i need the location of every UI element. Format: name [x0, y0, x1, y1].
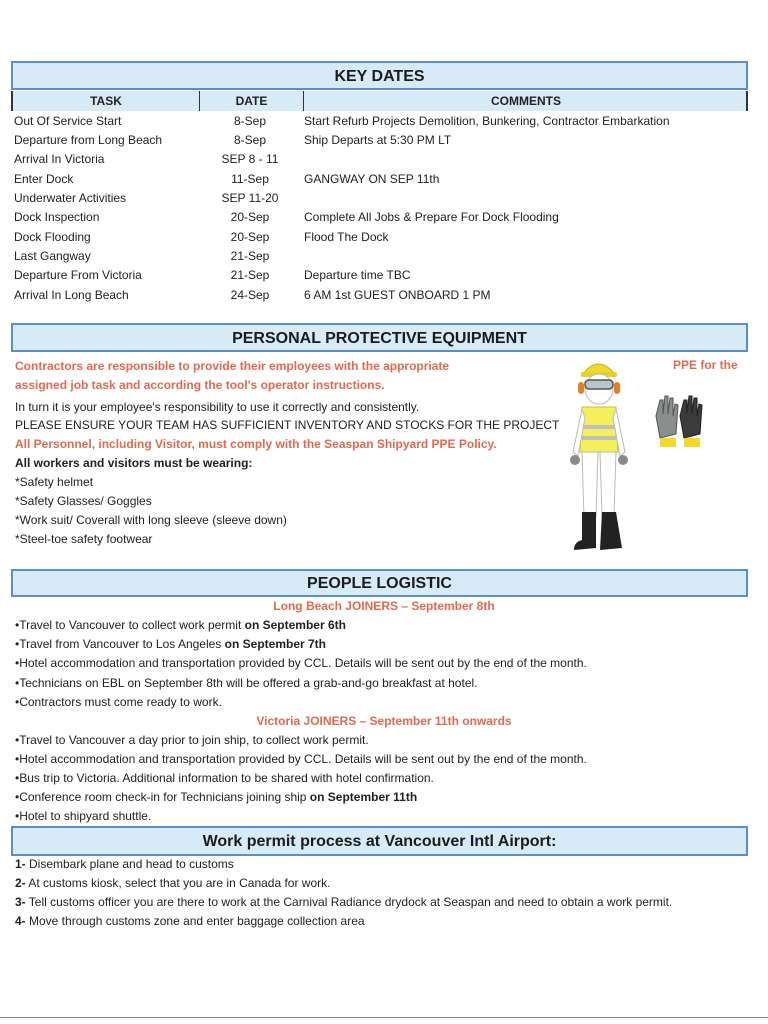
ppe-worker-illustration — [560, 352, 650, 557]
people-logistic-banner — [11, 569, 748, 597]
list-item — [15, 618, 346, 632]
item-text: •Travel to Vancouver a day prior to join ship, to collect work permit. — [15, 733, 369, 747]
long-beach-heading: Long Beach JOINERS – September 8th — [273, 599, 495, 613]
permit-step — [15, 914, 365, 928]
item-emphasis: on September 7th — [224, 637, 326, 651]
victoria-heading: Victoria JOINERS – September 11th onwards — [256, 714, 512, 728]
date-cell: SEP 11-20 — [221, 191, 279, 205]
comment-cell: GANGWAY ON SEP 11th — [304, 172, 440, 186]
date-cell: 11-Sep — [231, 172, 269, 186]
step-text: At customs kiosk, select that you are in Canada for work. — [25, 876, 331, 890]
date-cell: 21-Sep — [230, 249, 270, 263]
task-cell: Underwater Activities — [14, 191, 127, 205]
list-item — [15, 752, 587, 766]
comment-cell: Ship Departs at 5:30 PM LT — [304, 133, 452, 147]
item-emphasis: on September 6th — [244, 618, 346, 632]
task-cell: Enter Dock — [14, 172, 74, 186]
date-cell: 21-Sep — [230, 268, 270, 282]
item-text: •Travel to Vancouver to collect work permit — [15, 618, 245, 632]
item-text: •Hotel accommodation and transportation provided by CCL. Details will be sent out by the end of the month. — [15, 752, 587, 766]
column-header-task: TASK — [90, 94, 122, 108]
list-item — [15, 733, 369, 747]
permit-step — [15, 895, 672, 909]
permit-step — [15, 857, 234, 871]
key-dates-title: KEY DATES — [334, 68, 425, 85]
column-header-comments: COMMENTS — [491, 94, 561, 108]
date-cell: SEP 8 - 11 — [221, 152, 279, 166]
ppe-title: PERSONAL PROTECTIVE EQUIPMENT — [232, 330, 527, 347]
table-row — [0, 112, 768, 131]
item-text: •Conference room check-in for Technicians joining ship — [15, 790, 310, 804]
list-item — [15, 790, 417, 804]
key-dates-table-header — [11, 91, 748, 111]
item-emphasis: on September 11th — [309, 790, 418, 804]
date-cell: 20-Sep — [230, 230, 270, 244]
date-cell: 20-Sep — [230, 210, 270, 224]
task-cell: Last Gangway — [14, 249, 91, 263]
table-row — [0, 189, 768, 208]
step-text: Tell customs officer you are there to work at the Carnival Radiance drydock at Seaspan and need to obtain a work permit. — [25, 895, 673, 909]
task-cell: Arrival In Long Beach — [14, 288, 129, 302]
permit-step — [15, 876, 330, 890]
table-row — [0, 131, 768, 150]
ppe-line: Contractors are responsible to provide their employees with the appropriate — [15, 359, 450, 373]
task-cell: Dock Flooding — [14, 230, 91, 244]
list-item — [15, 809, 151, 823]
comment-cell: Complete All Jobs & Prepare For Dock Flooding — [304, 210, 559, 224]
ppe-list-item: *Work suit/ Coverall with long sleeve (sleeve down) — [15, 513, 287, 527]
ppe-list-item: *Safety Glasses/ Goggles — [15, 494, 152, 508]
ppe-banner — [11, 323, 748, 352]
ppe-line: All Personnel, including Visitor, must comply with the Seaspan Shipyard PPE Policy. — [15, 437, 497, 451]
ppe-list-item: *Safety helmet — [15, 475, 94, 489]
table-row — [0, 266, 768, 285]
table-row — [0, 208, 768, 227]
step-number: 3- — [15, 895, 26, 909]
ppe-list-item: *Steel-toe safety footwear — [15, 532, 153, 546]
item-text: •Technicians on EBL on September 8th will be offered a grab-and-go breakfast at hotel. — [15, 676, 478, 690]
date-cell: 8-Sep — [233, 133, 267, 147]
item-text: •Travel from Vancouver to Los Angeles — [15, 637, 225, 651]
task-cell: Out Of Service Start — [14, 114, 122, 128]
ppe-line: assigned job task and according the tool's operator instructions. — [15, 378, 385, 392]
step-text: Disembark plane and head to customs — [25, 857, 234, 871]
date-cell: 8-Sep — [233, 114, 267, 128]
step-number: 1- — [15, 857, 26, 871]
ppe-line: PLEASE ENSURE YOUR TEAM HAS SUFFICIENT INVENTORY AND STOCKS FOR THE PROJECT — [15, 418, 560, 432]
step-number: 4- — [15, 914, 26, 928]
list-item — [15, 771, 434, 785]
task-cell: Arrival In Victoria — [14, 152, 105, 166]
item-text: •Bus trip to Victoria. Additional information to be shared with hotel confirmation. — [15, 771, 434, 785]
bottom-divider — [0, 1017, 768, 1018]
comment-cell: Flood The Dock — [304, 230, 389, 244]
list-item — [15, 637, 326, 651]
column-header-date: DATE — [235, 94, 268, 108]
item-text: •Hotel accommodation and transportation provided by CCL. Details will be sent out by the end of the month. — [15, 656, 587, 670]
list-item — [15, 695, 222, 709]
key-dates-banner — [11, 61, 748, 90]
table-row — [0, 247, 768, 266]
item-text: •Hotel to shipyard shuttle. — [15, 809, 152, 823]
table-row — [0, 286, 768, 305]
task-cell: Dock Inspection — [14, 210, 100, 224]
step-text: Move through customs zone and enter baggage collection area — [25, 914, 365, 928]
ppe-line: All workers and visitors must be wearing: — [15, 456, 253, 470]
step-number: 2- — [15, 876, 26, 890]
work-permit-banner — [11, 826, 748, 856]
people-logistic-title: PEOPLE LOGISTIC — [307, 575, 452, 592]
list-item — [15, 676, 478, 690]
comment-cell: Departure time TBC — [304, 268, 411, 282]
ppe-side-label: PPE for the — [673, 358, 738, 372]
list-item — [15, 656, 587, 670]
table-row — [0, 228, 768, 247]
date-cell: 24-Sep — [230, 288, 270, 302]
comment-cell: 6 AM 1st GUEST ONBOARD 1 PM — [304, 288, 491, 302]
task-cell: Departure From Victoria — [14, 268, 142, 282]
table-row — [0, 170, 768, 189]
item-text: •Contractors must come ready to work. — [15, 695, 222, 709]
table-row — [0, 150, 768, 169]
work-permit-title: Work permit process at Vancouver Intl Airport: — [202, 833, 557, 850]
gloves-icon — [652, 394, 708, 454]
ppe-line: In turn it is your employee's responsibility to use it correctly and consistently. — [15, 400, 420, 414]
task-cell: Departure from Long Beach — [14, 133, 163, 147]
comment-cell: Start Refurb Projects Demolition, Bunkering, Contractor Embarkation — [304, 114, 670, 128]
